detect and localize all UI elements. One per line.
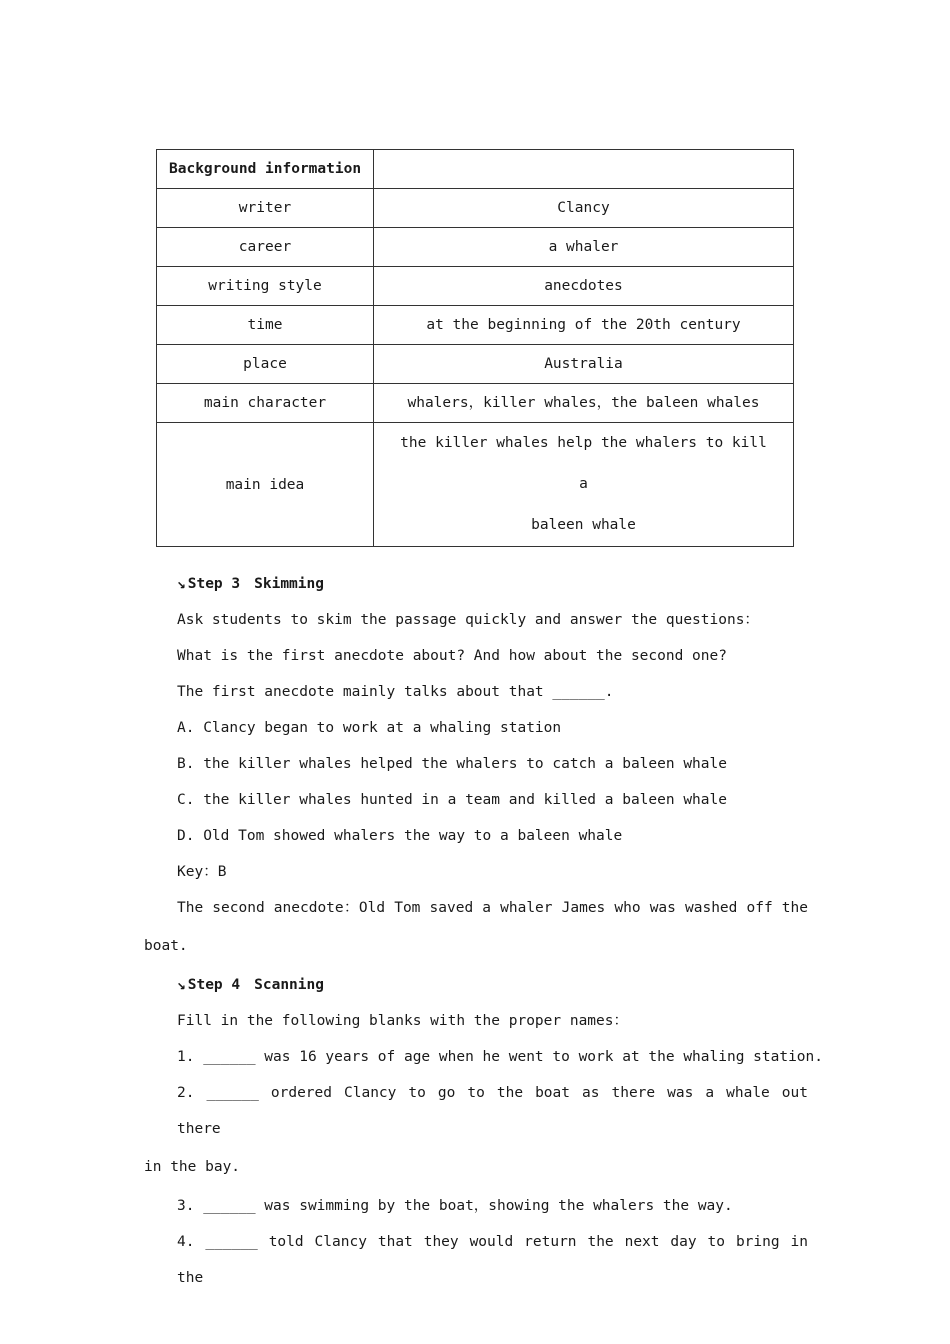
- table-row: [157, 228, 794, 267]
- lesson-body: [144, 566, 824, 1296]
- blank-item-3: 3. ______ was swimming by the boat，showing the whalers the way.: [177, 1198, 733, 1214]
- step3-title: Skimming: [254, 576, 324, 592]
- blank-item-1: 1. ______ was 16 years of age when he went to work at the whaling station.: [177, 1049, 824, 1065]
- step4-heading: [144, 967, 808, 1003]
- row-label-writing-style: writing style: [157, 267, 374, 306]
- step4-number: Step 4: [187, 977, 241, 993]
- row-label-time: time: [157, 306, 374, 345]
- option-d: D. Old Tom showed whalers the way to a baleen whale: [177, 828, 623, 844]
- row-value-writing-style: anecdotes: [374, 267, 794, 306]
- row-label-main-idea: main idea: [157, 423, 374, 547]
- blank-item-2-line-2: in the bay.: [144, 1159, 241, 1175]
- step-arrow-icon: ↘: [177, 977, 186, 993]
- row-value-career: a whaler: [374, 228, 794, 267]
- row-label-writer: writer: [157, 189, 374, 228]
- table-row: [157, 267, 794, 306]
- second-anecdote-line-1: The second anecdote：Old Tom saved a whaler James who was washed off the: [177, 900, 808, 916]
- row-label-main-character: main character: [157, 384, 374, 423]
- row-label-career: career: [157, 228, 374, 267]
- row-label-place: place: [157, 345, 374, 384]
- option-a: A. Clancy began to work at a whaling station: [177, 720, 562, 736]
- step3-question: What is the first anecdote about? And how about the second one?: [177, 648, 727, 664]
- blank-item-4-line-1: 4. ______ told Clancy that they would return the next day to bring in the: [177, 1234, 808, 1286]
- row-value-writer: Clancy: [374, 189, 794, 228]
- step3-heading: [144, 566, 808, 602]
- step3-stem: The first anecdote mainly talks about that ______.: [177, 684, 614, 700]
- answer-key: Key：B: [177, 864, 227, 880]
- table-row: [157, 384, 794, 423]
- step3-number: Step 3: [187, 576, 241, 592]
- step-arrow-icon: ↘: [177, 576, 186, 592]
- background-info-table: [156, 149, 794, 547]
- row-value-time: at the beginning of the 20th century: [374, 306, 794, 345]
- table-header-label: Background information: [157, 150, 374, 189]
- main-idea-line-1: the killer whales help the whalers to kill a: [400, 435, 767, 492]
- table-row: [157, 345, 794, 384]
- row-value-main-idea: [374, 423, 794, 547]
- table-header-row: [157, 150, 794, 189]
- row-value-place: Australia: [374, 345, 794, 384]
- step3-instruction: Ask students to skim the passage quickly and answer the questions：: [177, 612, 759, 628]
- main-idea-line-2: baleen whale: [531, 517, 636, 533]
- table-header-value: [374, 150, 794, 189]
- table-row: [157, 306, 794, 345]
- step4-instruction: Fill in the following blanks with the proper names：: [177, 1013, 628, 1029]
- table-row: [157, 423, 794, 547]
- option-b: B. the killer whales helped the whalers to catch a baleen whale: [177, 756, 727, 772]
- row-value-main-character: whalers，killer whales，the baleen whales: [374, 384, 794, 423]
- step4-title: Scanning: [254, 977, 324, 993]
- second-anecdote-line-2: boat.: [144, 938, 188, 954]
- table-row: [157, 189, 794, 228]
- option-c: C. the killer whales hunted in a team and killed a baleen whale: [177, 792, 727, 808]
- blank-item-2-line-1: 2. ______ ordered Clancy to go to the boat as there was a whale out there: [177, 1085, 808, 1137]
